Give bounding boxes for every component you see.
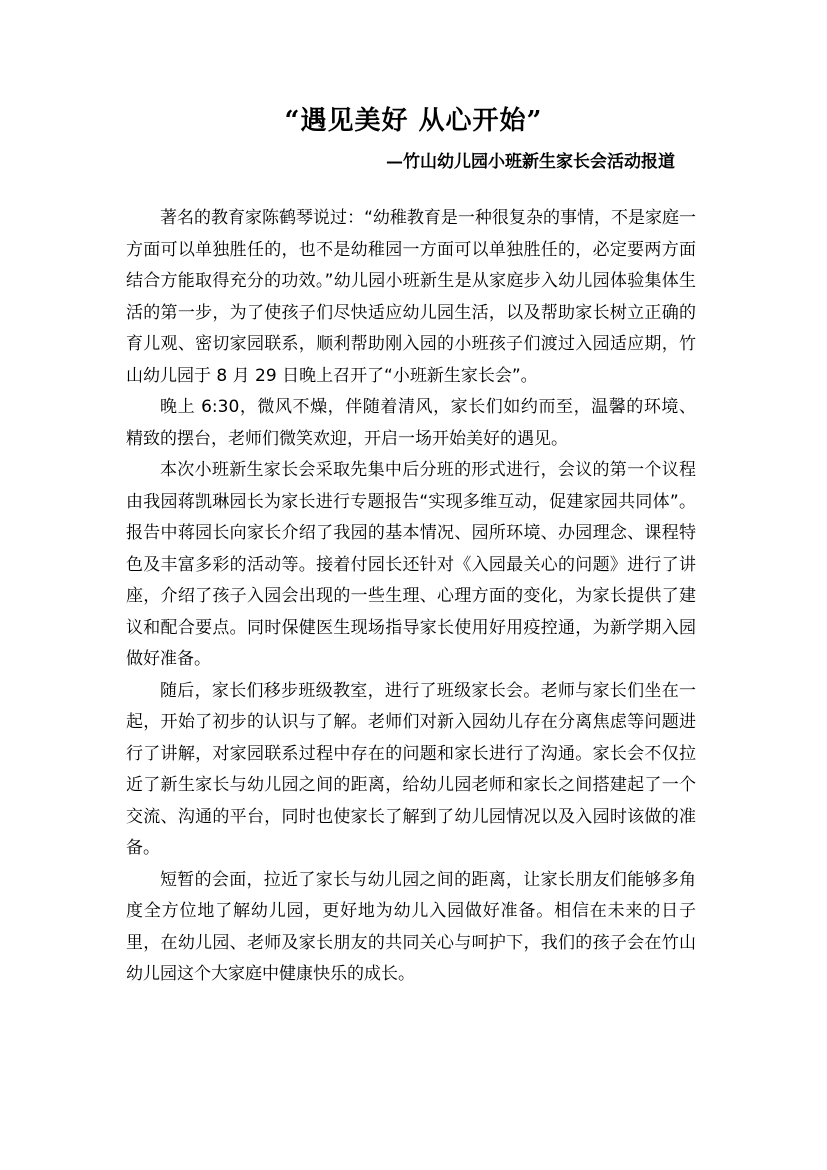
document-title: “遇见美好 从心开始” — [284, 106, 543, 136]
paragraph-3: 本次小班新生家长会采取先集中后分班的形式进行，会议的第一个议程由我园蒋凯琳园长为家长进行专题报告“实现多维互动，促建家园共同体”。报告中蒋园长向家长介绍了我园的基本情况、园所环境、办园理念、课程特色及丰富多彩的活动等。接着付园长还针对《入园最关心的问题》进行了讲座，介绍了孩子入园会出现的一些生理、心理方面的变化，为家长提供了建议和配合要点。同时保健医生现场指导家长使用好用疫控通，为新学期入园做好准备。 — [126, 460, 696, 669]
paragraph-1: 著名的教育家陈鹤琴说过：“幼稚教育是一种很复杂的事情，不是家庭一方面可以单独胜任的，也不是幼稚园一方面可以单独胜任的，必定要两方面结合方能取得充分的功效。”幼儿园小班新生是从家庭步入幼儿园体验集体生活的第一步，为了使孩子们尽快适应幼儿园生活，以及帮助家长树立正确的育儿观、密切家园联系，顺利帮助刚入园的小班孩子们渡过入园适应期，竹山幼儿园于 8 月 29 日晚上召开了“小班新生家长会”。 — [126, 208, 696, 386]
article-body — [126, 203, 696, 991]
paragraph-4: 随后，家长们移步班级教室，进行了班级家长会。老师与家长们坐在一起，开始了初步的认识与了解。老师们对新入园幼儿存在分离焦虑等问题进行了讲解，对家园联系过程中存在的问题和家长进行了沟通。家长会不仅拉近了新生家长与幼儿园之间的距离，给幼儿园老师和家长之间搭建起了一个交流、沟通的平台，同时也使家长了解到了幼儿园情况以及入园时该做的准备。 — [126, 680, 696, 858]
paragraph-5: 短暂的会面，拉近了家长与幼儿园之间的距离，让家长朋友们能够多角度全方位地了解幼儿园，更好地为幼儿入园做好准备。相信在未来的日子里，在幼儿园、老师及家长朋友的共同关心与呵护下，我们的孩子会在竹山幼儿园这个大家庭中健康快乐的成长。 — [126, 869, 696, 984]
document-subtitle: —竹山幼儿园小班新生家长会活动报道 — [386, 152, 675, 172]
paragraph-2: 晚上 6:30，微风不燥，伴随着清风，家长们如约而至，温馨的环境、精致的摆台，老师们微笑欢迎，开启一场开始美好的遇见。 — [126, 397, 696, 449]
